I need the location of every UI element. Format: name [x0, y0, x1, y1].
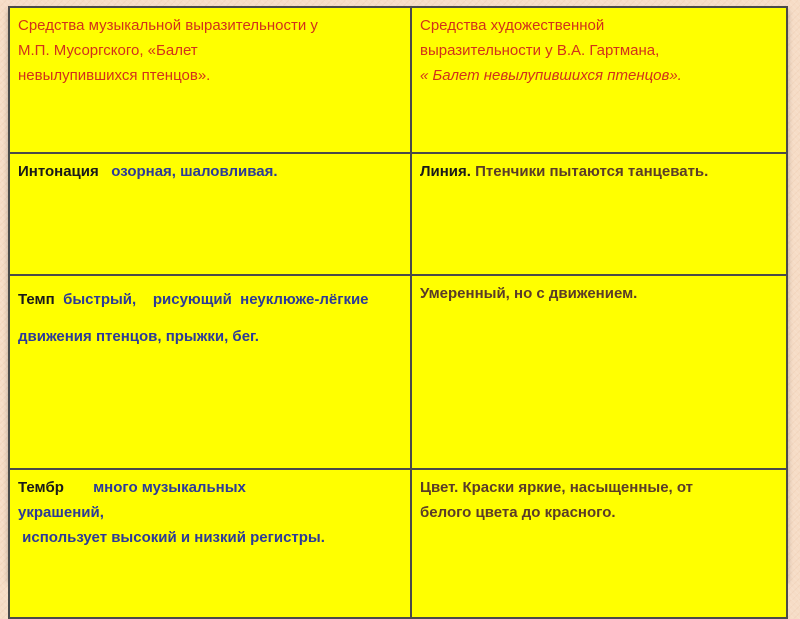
term-intonation: Интонация [18, 163, 99, 180]
header-art-line1: Средства художественной [420, 17, 605, 34]
header-music-line3: невылупившихся птенцов». [18, 66, 211, 84]
desc-tempo-art: Умеренный, но с движением. [420, 285, 638, 302]
table-row [9, 469, 787, 618]
term-timbre: Тембр [18, 479, 64, 496]
term-tempo: Темп [18, 291, 55, 308]
desc-timbre-line1: много музыкальных [93, 479, 246, 496]
table-row [9, 153, 787, 275]
cell-tempo-art [411, 275, 787, 469]
term-line: Линия. [420, 163, 471, 180]
desc-color-line1: Цвет. Краски яркие, насыщенные, от [420, 479, 694, 496]
desc-timbre-line2: украшений, [18, 503, 104, 521]
cell-intonation [9, 153, 411, 275]
table-row [9, 275, 787, 469]
desc-intonation: озорная, шаловливая. [111, 163, 278, 180]
cell-color [411, 469, 787, 618]
comparison-table [8, 6, 788, 619]
header-art-line3: « Балет невылупившихся птенцов». [420, 66, 682, 84]
desc-tempo: быстрый, рисующий неуклюже-лёгкие движения птенцов, прыжки, бег. [18, 291, 377, 345]
header-art-line2: выразительности у В.А. Гартмана, [420, 41, 660, 59]
header-cell-art [411, 7, 787, 153]
cell-tempo [9, 275, 411, 469]
header-cell-music [9, 7, 411, 153]
desc-color-line2: белого цвета до красного. [420, 503, 616, 521]
header-music-line2: М.П. Мусоргского, «Балет [18, 41, 198, 59]
table-header-row [9, 7, 787, 153]
desc-timbre-line3: использует высокий и низкий регистры. [18, 528, 325, 546]
header-music-line1: Средства музыкальной выразительности у [18, 17, 318, 34]
cell-line [411, 153, 787, 275]
cell-timbre [9, 469, 411, 618]
desc-line: Птенчики пытаются танцевать. [475, 163, 709, 180]
